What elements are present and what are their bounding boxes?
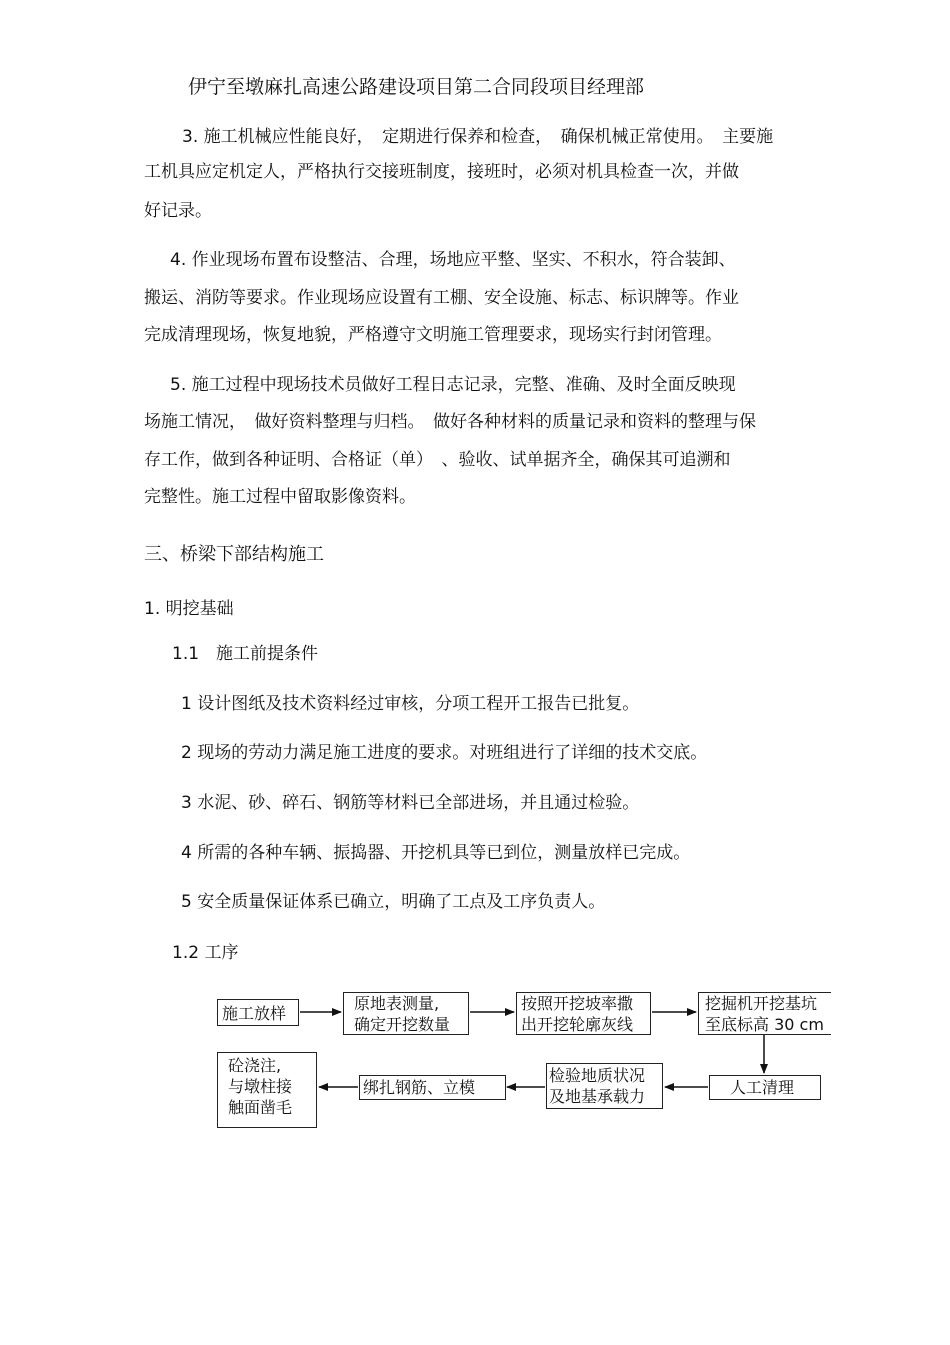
subsection-heading: 1. 明挖基础 — [144, 599, 234, 619]
flow-step-text: 出开挖轮廓灰线 — [521, 1015, 634, 1034]
paragraph-3-line: 好记录。 — [144, 201, 212, 221]
flow-step-text: 确定开挖数量 — [354, 1015, 451, 1034]
flow-step-manual-cleanup — [709, 1075, 821, 1100]
page-header: 伊宁至墩麻扎高速公路建设项目第二合同段项目经理部 — [188, 76, 645, 98]
subsection-heading: 1.2 工序 — [172, 943, 239, 963]
flow-step-text: 按照开挖坡率撒 — [521, 994, 634, 1013]
paragraph-4-line: 4. 作业现场布置布设整洁、合理，场地应平整、坚实、不积水，符合装卸、 — [170, 250, 736, 270]
paragraph-5-line: 存工作，做到各种证明、合格证（单） 、验收、试单据齐全，确保其可追溯和 — [144, 450, 731, 470]
flow-step-excavation — [698, 992, 831, 1035]
flow-step-text: 绑扎钢筋、立模 — [363, 1078, 476, 1097]
paragraph-5-line: 5. 施工过程中现场技术员做好工程日志记录，完整、准确、及时全面反映现 — [170, 375, 736, 395]
flow-step-text: 触面凿毛 — [228, 1098, 293, 1117]
section-heading: 三、桥梁下部结构施工 — [144, 544, 324, 565]
paragraph-3-line: 3. 施工机械应性能良好， 定期进行保养和检查， 确保机械正常使用。 主要施 — [182, 127, 774, 147]
flow-step-concrete-pour — [217, 1052, 317, 1128]
flow-step-text: 挖掘机开挖基坑 — [705, 994, 818, 1013]
list-item: 4 所需的各种车辆、振捣器、开挖机具等已到位，测量放样已完成。 — [181, 843, 691, 863]
paragraph-5-line: 完整性。施工过程中留取影像资料。 — [144, 487, 416, 507]
flow-step-text: 与墩柱接 — [228, 1077, 293, 1096]
flow-step-geology-check — [546, 1063, 663, 1109]
flow-step-rebar-formwork — [359, 1075, 506, 1100]
flow-step-text: 施工放样 — [222, 1004, 287, 1023]
list-item: 1 设计图纸及技术资料经过审核，分项工程开工报告已批复。 — [181, 694, 640, 714]
list-item: 2 现场的劳动力满足施工进度的要求。对班组进行了详细的技术交底。 — [181, 743, 708, 763]
flow-step-text: 检验地质状况 — [549, 1066, 646, 1085]
paragraph-4-line: 完成清理现场，恢复地貌，严格遵守文明施工管理要求，现场实行封闭管理。 — [144, 325, 722, 345]
paragraph-3-line: 工机具应定机定人，严格执行交接班制度，接班时，必须对机具检查一次，并做 — [144, 162, 739, 182]
flow-step-text: 砼浇注, — [228, 1056, 282, 1075]
list-item: 5 安全质量保证体系已确立，明确了工点及工序负责人。 — [181, 892, 606, 912]
flow-step-ground-measurement — [343, 992, 469, 1035]
subsection-heading: 1.1 施工前提条件 — [172, 644, 319, 664]
paragraph-5-line: 场施工情况， 做好资料整理与归档。 做好各种材料的质量记录和资料的整理与保 — [144, 412, 756, 432]
flow-step-text: 原地表测量, — [354, 994, 440, 1013]
flow-step-survey-layout — [217, 999, 299, 1026]
paragraph-4-line: 搬运、消防等要求。作业现场应设置有工棚、安全设施、标志、标识牌等。作业 — [144, 288, 739, 308]
flow-step-text: 及地基承载力 — [549, 1087, 646, 1106]
flow-step-contour-lines — [516, 992, 651, 1035]
flow-step-text: 至底标高 30 cm — [705, 1015, 824, 1034]
list-item: 3 水泥、砂、碎石、钢筋等材料已全部进场，并且通过检验。 — [181, 793, 640, 813]
flow-step-text: 人工清理 — [730, 1078, 795, 1097]
